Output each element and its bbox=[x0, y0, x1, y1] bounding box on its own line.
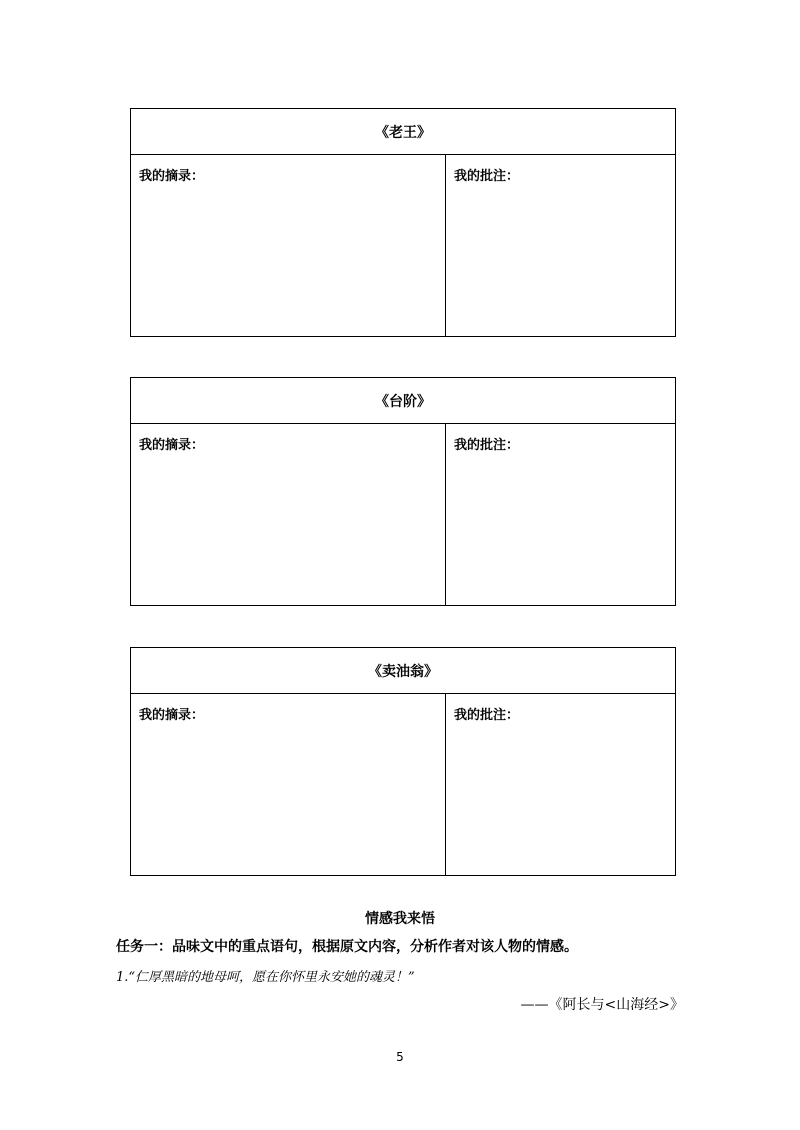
excerpt-cell[interactable] bbox=[131, 694, 446, 876]
card-title: 《老王》 bbox=[131, 109, 675, 155]
annotation-label: 我的批注： bbox=[454, 708, 520, 723]
reading-card-taijie bbox=[130, 377, 676, 606]
excerpt-label: 我的摘录： bbox=[139, 438, 205, 453]
task-instruction: 任务一：品味文中的重点语句，根据原文内容，分析作者对该人物的情感。 bbox=[116, 939, 578, 955]
card-title: 《台阶》 bbox=[131, 378, 675, 424]
annotation-cell[interactable] bbox=[446, 694, 675, 876]
excerpt-label: 我的摘录： bbox=[139, 169, 205, 184]
quote-source: ——《阿长与<山海经>》 bbox=[520, 997, 684, 1013]
annotation-cell[interactable] bbox=[446, 155, 675, 337]
annotation-label: 我的批注： bbox=[454, 169, 520, 184]
annotation-cell[interactable] bbox=[446, 424, 675, 606]
card-title: 《卖油翁》 bbox=[131, 648, 675, 694]
reading-card-maiyouweng bbox=[130, 647, 676, 876]
excerpt-cell[interactable] bbox=[131, 424, 446, 606]
excerpt-cell[interactable] bbox=[131, 155, 446, 337]
quote-text: 1.“仁厚黑暗的地母呵，愿在你怀里永安她的魂灵！” bbox=[116, 970, 415, 985]
reading-card-laowang bbox=[130, 108, 676, 337]
page-number: 5 bbox=[396, 1050, 404, 1064]
excerpt-label: 我的摘录： bbox=[139, 708, 205, 723]
section-heading: 情感我来悟 bbox=[365, 911, 435, 927]
annotation-label: 我的批注： bbox=[454, 438, 520, 453]
